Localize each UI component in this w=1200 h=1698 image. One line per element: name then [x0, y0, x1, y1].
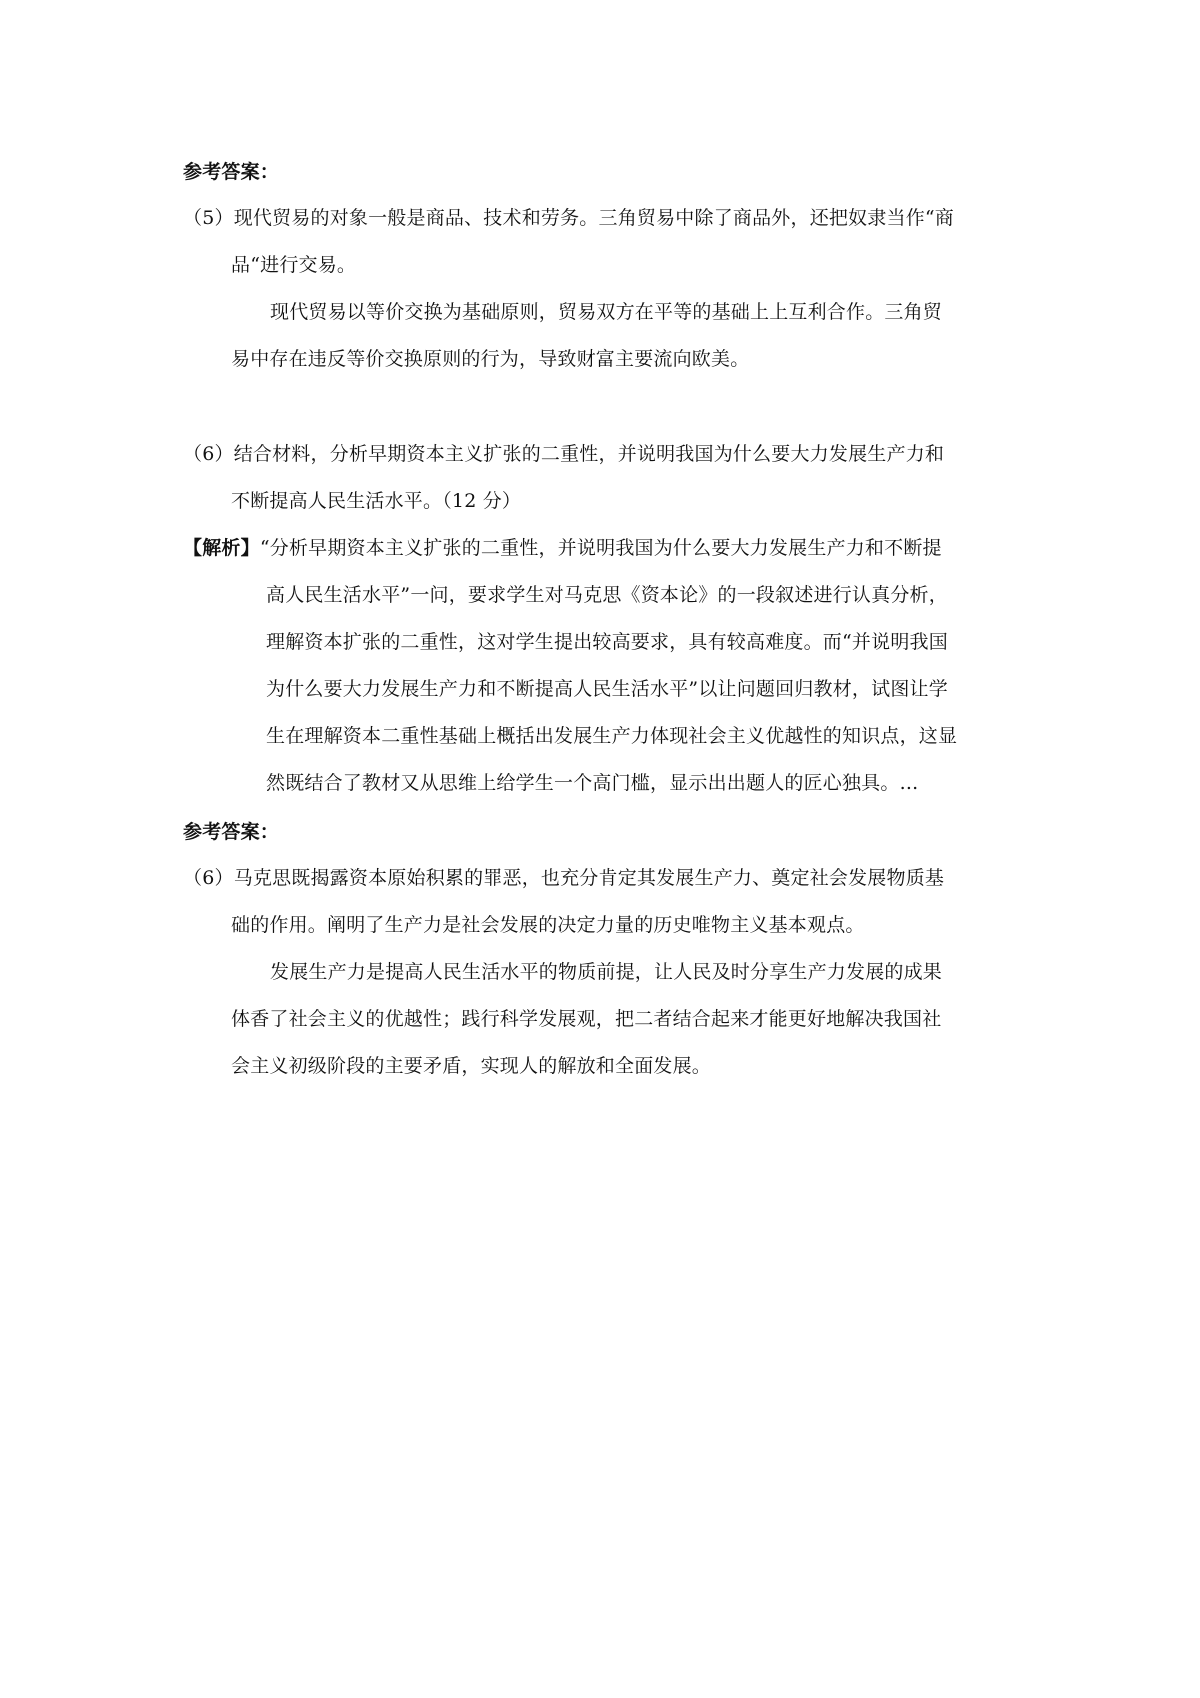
answer-5-line-4: 易中存在违反等价交换原则的行为，导致财富主要流向欧美。 [231, 348, 750, 370]
analysis-line-6: 然既结合了教材又从思维上给学生一个高门槛，显示出出题人的匠心独具。... [266, 772, 919, 794]
analysis-text-1: “分析早期资本主义扩张的二重性，并说明我国为什么要大力发展生产力和不断提 [259, 537, 942, 559]
answer-6-line-3: 发展生产力是提高人民生活水平的物质前提，让人民及时分享生产力发展的成果 [270, 961, 943, 983]
analysis-tag: 【解析】 [183, 537, 260, 559]
answer-6-line-5: 会主义初级阶段的主要矛盾，实现人的解放和全面发展。 [231, 1055, 712, 1077]
question-6-line-1: （6）结合材料，分析早期资本主义扩张的二重性，并说明我国为什么要大力发展生产力和 [183, 443, 945, 465]
answer-5-line-1: （5）现代贸易的对象一般是商品、技术和劳务。三角贸易中除了商品外，还把奴隶当作“商 [183, 207, 955, 229]
answer-5-line-3: 现代贸易以等价交换为基础原则，贸易双方在平等的基础上上互利合作。三角贸 [270, 301, 943, 323]
answer-heading-2: 参考答案： [183, 821, 280, 843]
answer-5-line-2: 品“进行交易。 [231, 254, 357, 276]
analysis-line-5: 生在理解资本二重性基础上概括出发展生产力体现社会主义优越性的知识点，这显 [266, 725, 958, 747]
answer-6-line-1: （6）马克思既揭露资本原始积累的罪恶，也充分肯定其发展生产力、奠定社会发展物质基 [183, 867, 945, 889]
analysis-line-3: 理解资本扩张的二重性，这对学生提出较高要求，具有较高难度。而“并说明我国 [266, 631, 948, 653]
answer-heading: 参考答案： [183, 161, 280, 183]
analysis-line-1 [183, 534, 942, 562]
analysis-line-2: 高人民生活水平”一问，要求学生对马克思《资本论》的一段叙述进行认真分析， [266, 584, 948, 606]
question-6-line-2: 不断提高人民生活水平。（12 分） [231, 490, 522, 512]
analysis-line-4: 为什么要大力发展生产力和不断提高人民生活水平”以让问题回归教材，试图让学 [266, 678, 948, 700]
answer-6-line-4: 体香了社会主义的优越性；践行科学发展观，把二者结合起来才能更好地解决我国社 [231, 1008, 942, 1030]
answer-6-line-2: 础的作用。阐明了生产力是社会发展的决定力量的历史唯物主义基本观点。 [231, 914, 865, 936]
